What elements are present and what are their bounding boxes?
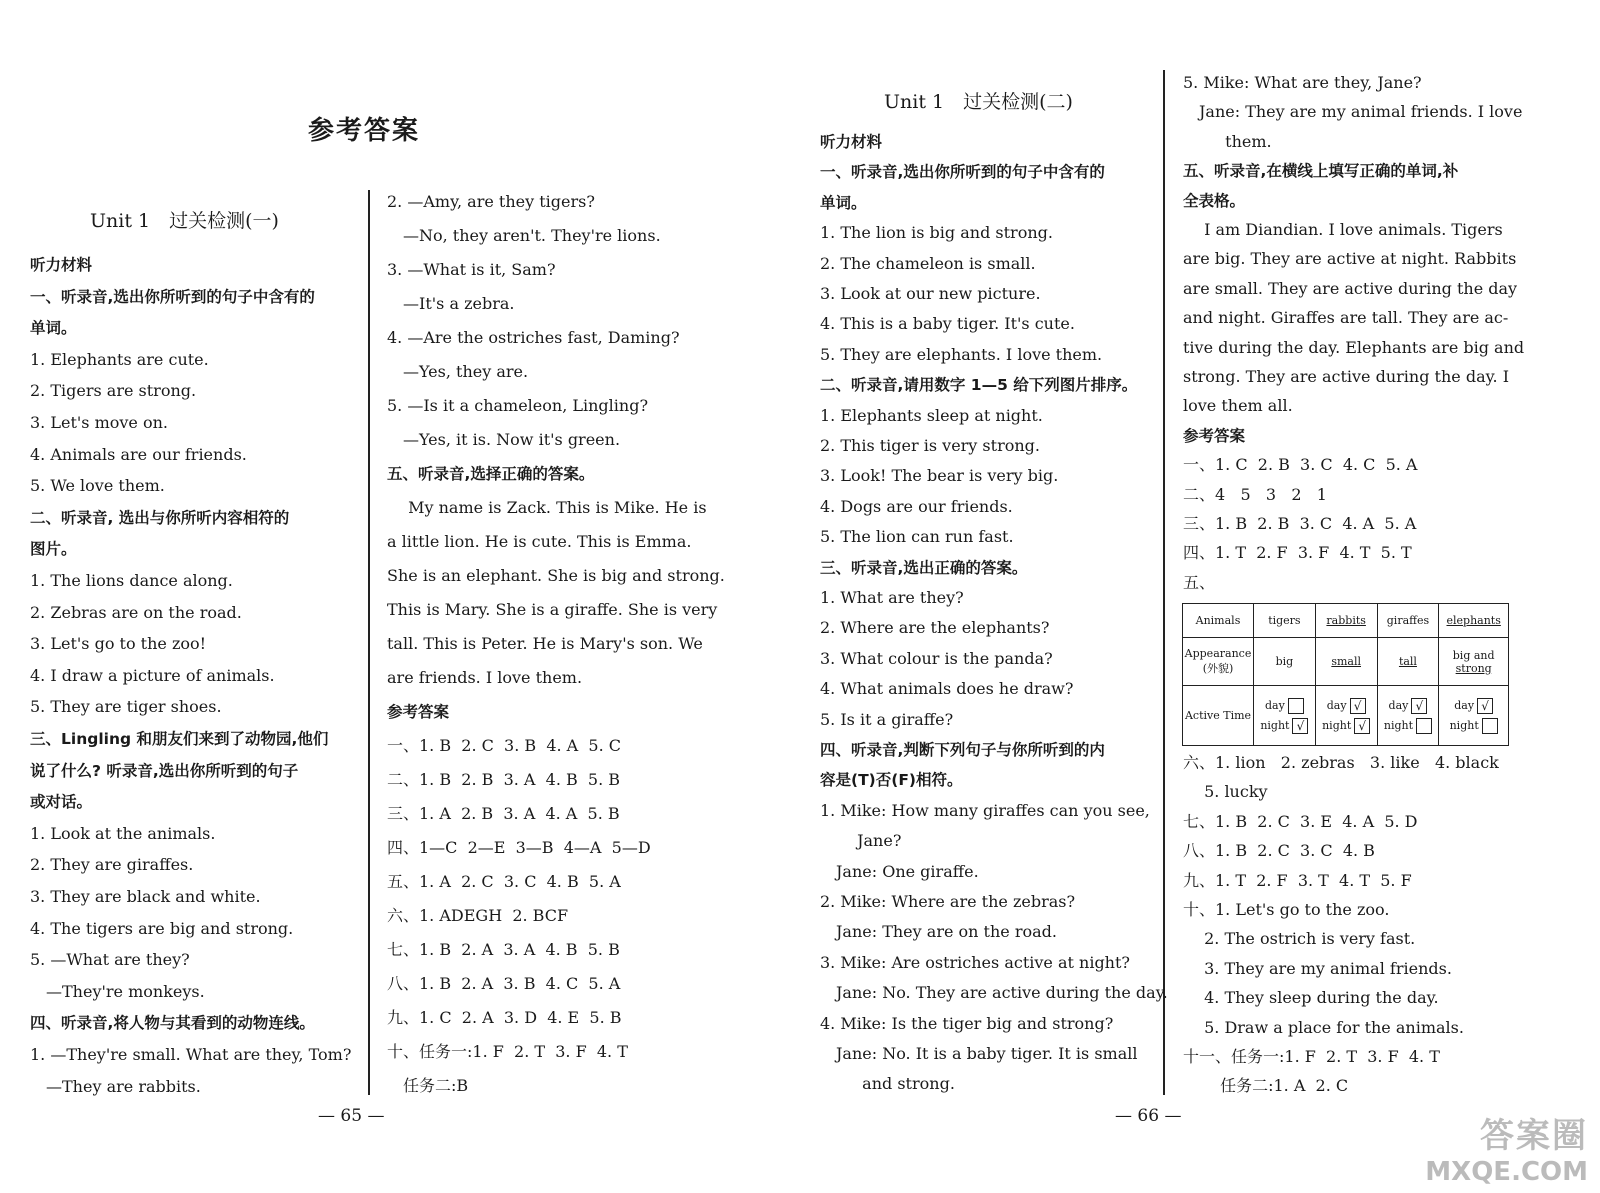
col4_top-line: strong. They are active during the day. I [1183,367,1510,386]
col1-line: 2. They are giraffes. [30,855,194,875]
col4_top-line: are small. They are active during the day [1183,278,1518,298]
col4_bottom-line: 九、1. T 2. F 3. T 4. T 5. F [1183,870,1412,890]
col3-line: 2. This tiger is very strong. [820,436,1040,455]
col2-line: My name is Zack. This is Mike. He is [387,498,707,517]
col4_bottom-line: 任务二:1. A 2. C [1183,1076,1349,1096]
col2-line: This is Mary. She is a giraffe. She is very [387,600,718,619]
col2-line: 4. —Are the ostriches fast, Daming? [387,328,680,347]
col2-line: 3. —What is it, Sam? [387,260,556,279]
th-tigers: tigers [1254,604,1316,638]
col4_top-line: 全表格。 [1183,191,1246,210]
col4_top-line: love them all. [1183,396,1293,416]
col4_top-line: 三、1. B 2. B 3. C 4. A 5. A [1183,514,1417,533]
col1-line: 2. Zebras are on the road. [30,602,242,622]
cell-active-giraffes: day √ night [1377,686,1439,746]
col4_bottom-line: 六、1. lion 2. zebras 3. like 4. black [1183,753,1499,772]
col4_top-line: 5. Mike: What are they, Jane? [1183,73,1422,92]
cell-appearance-elephants: big and strong [1439,638,1509,686]
col1-line: 3. Let's move on. [30,413,168,432]
col4_bottom-line: 5. lucky [1183,782,1268,802]
col3-line: 容是(T)否(F)相符。 [820,771,963,790]
main-title: 参考答案 [308,116,421,146]
col4_bottom-line: 十一、任务一:1. F 2. T 3. F 4. T [1183,1047,1440,1066]
col3-line: 5. They are elephants. I love them. [820,344,1103,364]
col3-line: 2. Where are the elephants? [820,618,1050,638]
col4_top-line: and night. Giraffes are tall. They are ac- [1183,308,1509,328]
col2-line: She is an elephant. She is big and strong. [387,566,725,585]
col1-line: 1. Elephants are cute. [30,349,209,369]
th-animals: Animals [1183,604,1254,638]
col1-line: 3. They are black and white. [30,887,261,906]
col3-line: Jane? [820,831,902,851]
col4_top-line: 一、1. C 2. B 3. C 4. C 5. A [1183,455,1418,475]
cell-active-rabbits: day √ night √ [1315,686,1377,746]
col2-line: 参考答案 [387,703,450,721]
col3-line: 2. The chameleon is small. [820,253,1036,273]
col1-line: 5. —What are they? [30,950,190,970]
col1-line: 四、听录音,将人物与其看到的动物连线。 [30,1014,315,1033]
col1-line: 说了什么? 听录音,选出你所听到的句子 [30,761,299,780]
col4_top-line: 四、1. T 2. F 3. F 4. T 5. T [1183,543,1412,563]
col1-line: 4. I draw a picture of animals. [30,665,275,685]
col4_top-line: I am Diandian. I love animals. Tigers [1183,220,1503,239]
col1-line: 2. Tigers are strong. [30,381,197,401]
col3-line: 四、听录音,判断下列句子与你所听到的内 [820,741,1105,759]
col2-line: 六、1. ADEGH 2. BCF [387,906,569,925]
col3-line: 3. Mike: Are ostriches active at night? [820,952,1130,972]
col3-line: 听力材料 [820,133,883,151]
col4_top-line: are big. They are active at night. Rabbits [1183,249,1517,269]
unit1-title: Unit 1 过关检测(一) [90,210,279,232]
col3-line: Jane: No. They are active during the day. [820,983,1168,1003]
col3-line: Jane: No. It is a baby tiger. It is small [820,1044,1138,1063]
cell-appearance-rabbits: small [1315,638,1377,686]
checkmark-icon: √ [1477,698,1493,714]
col1-line: 二、听录音, 选出与你所听内容相符的 [30,508,290,527]
col3-line: 3. Look at our new picture. [820,284,1041,303]
col3-line: 1. The lion is big and strong. [820,223,1053,243]
col4_bottom-line: 4. They sleep during the day. [1183,988,1439,1008]
col1-line: 1. The lions dance along. [30,571,233,590]
watermark-logo: 答案圈 MXQE.COM [1425,1116,1588,1187]
col3-line: 2. Mike: Where are the zebras? [820,892,1076,911]
cell-active-elephants: day √ night [1439,686,1509,746]
col3-line: 5. The lion can run fast. [820,527,1014,547]
col4_bottom-line: 3. They are my animal friends. [1183,958,1452,978]
checkbox-icon [1482,718,1498,734]
checkmark-icon: √ [1411,698,1427,714]
col4_bottom-line: 十、1. Let's go to the zoo. [1183,900,1390,919]
col2-line: 5. —Is it a chameleon, Lingling? [387,396,649,415]
col3-line: 4. Dogs are our friends. [820,496,1013,516]
col4_top-line: Jane: They are my animal friends. I love [1183,102,1523,122]
checkmark-icon: √ [1354,718,1370,734]
col4_bottom-line: 5. Draw a place for the animals. [1183,1017,1464,1037]
col4_bottom-line: 七、1. B 2. C 3. E 4. A 5. D [1183,811,1418,831]
col2-line: 七、1. B 2. A 3. A 4. B 5. B [387,940,620,959]
col1-line: 一、听录音,选出你所听到的句子中含有的 [30,287,315,306]
col1-line: —They're monkeys. [30,981,205,1001]
cell-appearance-giraffes: tall [1377,638,1439,686]
col4_top-line: 五、听录音,在横线上填写正确的单词,补 [1183,162,1459,181]
col2-line: 三、1. A 2. B 3. A 4. A 5. B [387,804,620,823]
col3-line: 1. What are they? [820,588,964,607]
col2-line: —Yes, they are. [387,362,529,381]
col2-line: 十、任务一:1. F 2. T 3. F 4. T [387,1042,628,1061]
page-number-left: — 65 — [318,1106,385,1126]
col3-line: 二、听录音,请用数字 1—5 给下列图片排序。 [820,376,1138,395]
col2-line: —No, they aren't. They're lions. [387,226,661,245]
col1-line: 4. The tigers are big and strong. [30,918,294,938]
col3-line: 4. This is a baby tiger. It's cute. [820,314,1075,334]
col3-line: 1. Mike: How many giraffes can you see, [820,800,1150,820]
col3-line: 3. Look! The bear is very big. [820,466,1059,486]
col3-line: 单词。 [820,193,867,212]
row-appearance-label: Appearance (外貌) [1183,638,1254,686]
col1-line: 三、Lingling 和朋友们来到了动物园,他们 [30,730,329,748]
col3-line: Jane: They are on the road. [820,922,1057,942]
checkmark-icon: √ [1292,718,1308,734]
col2-line: 九、1. C 2. A 3. D 4. E 5. B [387,1008,622,1027]
checkbox-icon [1416,718,1432,734]
col4_top-line: tive during the day. Elephants are big and [1183,337,1525,357]
col1-line: 4. Animals are our friends. [30,444,247,464]
col3-line: Jane: One giraffe. [820,861,979,881]
col2-line: a little lion. He is cute. This is Emma. [387,532,692,551]
col3-line: 一、听录音,选出你所听到的句子中含有的 [820,163,1105,182]
th-rabbits: rabbits [1315,604,1377,638]
col4_top-line: 二、4 5 3 2 1 [1183,484,1327,504]
col1-line: 3. Let's go to the zoo! [30,634,207,654]
col1-line: 1. —They're small. What are they, Tom? [30,1045,352,1064]
answer-table [1182,603,1509,746]
col2-line: 四、1—C 2—E 3—B 4—A 5—D [387,838,651,857]
col1-line: 1. Look at the animals. [30,823,216,843]
cell-appearance-tigers: big [1254,638,1316,686]
unit2-title: Unit 1 过关检测(二) [884,91,1073,113]
col3-line: and strong. [820,1074,955,1094]
divider-left [368,190,370,1095]
col3-line: 5. Is it a giraffe? [820,709,954,729]
divider-right [1163,70,1165,1095]
col1-line: 5. We love them. [30,476,165,496]
col2-line: 五、1. A 2. C 3. C 4. B 5. A [387,872,621,891]
page-number-right: — 66 — [1115,1106,1182,1126]
col2-line: 五、听录音,选择正确的答案。 [387,465,595,483]
col2-line: are friends. I love them. [387,668,583,687]
col1-line: 或对话。 [30,793,93,812]
row-active-label: Active Time [1183,686,1254,746]
col1-line: 单词。 [30,319,77,338]
checkbox-icon [1288,698,1304,714]
col2-line: 八、1. B 2. A 3. B 4. C 5. A [387,974,621,993]
col4_top-line: 五、 [1183,572,1216,592]
col2-line: tall. This is Peter. He is Mary's son. We [387,634,703,653]
col3-line: 三、听录音,选出正确的答案。 [820,558,1028,577]
cell-active-tigers: day night √ [1254,686,1316,746]
th-elephants: elephants [1439,604,1509,638]
col2-line: 二、1. B 2. B 3. A 4. B 5. B [387,770,621,789]
col4_bottom-line: 八、1. B 2. C 3. C 4. B [1183,841,1375,861]
col3-line: 1. Elephants sleep at night. [820,405,1043,425]
col2-line: 一、1. B 2. C 3. B 4. A 5. C [387,736,622,755]
col3-line: 4. Mike: Is the tiger big and strong? [820,1013,1114,1033]
col1-line: 5. They are tiger shoes. [30,697,222,717]
col1-line: 听力材料 [30,256,93,274]
col3-line: 3. What colour is the panda? [820,648,1053,668]
col1-line: 图片。 [30,540,77,559]
col2-line: 2. —Amy, are they tigers? [387,192,595,211]
th-giraffes: giraffes [1377,604,1439,638]
col2-line: —It's a zebra. [387,294,515,313]
col1-line: —They are rabbits. [30,1076,201,1096]
col4_top-line: them. [1183,131,1272,151]
col4_top-line: 参考答案 [1183,426,1246,445]
checkmark-icon: √ [1350,698,1366,714]
col3-line: 4. What animals does he draw? [820,679,1074,699]
col2-line: —Yes, it is. Now it's green. [387,430,621,449]
col2-line: 任务二:B [387,1076,469,1095]
col4_bottom-line: 2. The ostrich is very fast. [1183,929,1416,949]
